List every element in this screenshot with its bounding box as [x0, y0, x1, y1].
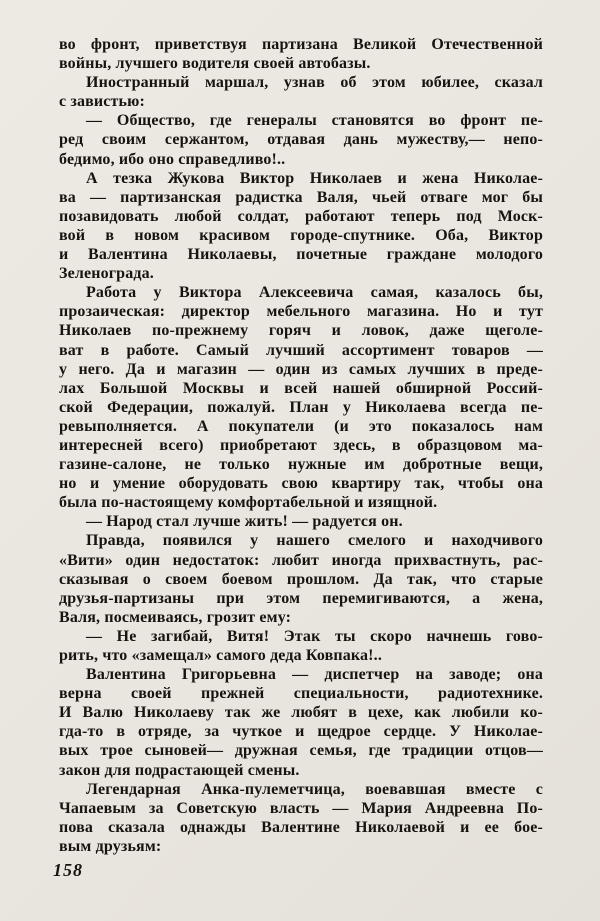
text-line: «Вити» один недостаток: любит иногда прихвастнуть, рас- — [59, 551, 543, 569]
text-line: — Общество, где генералы становятся во фронт пе- — [86, 112, 543, 130]
text-line: сказывая о своем боевом прошлом. Да так, что старые — [59, 570, 543, 588]
text-line: гда-то в отряде, за чуткое и щедрое сердце. У Николае- — [59, 723, 543, 741]
text-line: Валентина Григорьевна — диспетчер на заводе; она — [86, 666, 543, 684]
text-line: газине-салоне, не только нужные им добротные вещи, — [59, 456, 543, 474]
text-line: но и умение оборудовать свою квартиру так, чтобы она — [59, 475, 543, 493]
text-line: ред своим сержантом, отдавая дань мужеству,— непо- — [59, 131, 543, 149]
text-line: с завистью: — [59, 93, 146, 111]
text-line: войны, лучшего водителя своей автобазы. — [59, 55, 371, 73]
text-line: пова сказала однажды Валентине Николаевой и ее бое- — [59, 818, 543, 836]
text-line: Работа у Виктора Алексеевича самая, казалось бы, — [86, 284, 543, 302]
text-line: И Валю Николаеву так же любят в цехе, как любили ко- — [59, 704, 543, 722]
text-line: была по-настоящему комфортабельной и изящной. — [59, 494, 438, 512]
text-line: верна своей прежней специальности, радиотехнике. — [59, 685, 543, 703]
text-line: ревыполняется. А покупатели (и это показалось нам — [59, 417, 543, 435]
text-line: прозаическая: директор мебельного магазина. Но и тут — [59, 303, 543, 321]
text-line: вых трое сыновей— дружная семья, где традиции отцов— — [59, 742, 543, 760]
text-line: Николаев по-прежнему горяч и ловок, даже щеголе- — [59, 322, 543, 340]
text-line: интересней всего) приобретают здесь, в образцовом ма- — [59, 436, 543, 454]
text-line: — Не загибай, Витя! Этак ты скоро начнешь гово- — [86, 627, 543, 645]
text-line: ва — партизанская радистка Валя, чьей отваге мог бы — [59, 188, 543, 206]
text-line: Чапаевым за Советскую власть — Мария Андреевна По- — [59, 799, 543, 817]
text-line: вой в новом красивом городе-спутнике. Оба, Виктор — [59, 226, 543, 244]
text-line: друзья-партизаны при этом перемигиваются, а жена, — [59, 589, 543, 607]
text-line: лах Большой Москвы и всей нашей обширной Россий- — [59, 379, 543, 397]
text-line: — Народ стал лучше жить! — радуется он. — [86, 513, 403, 531]
text-line: ской Федерации, пожалуй. План у Николаева всегда пе- — [59, 398, 543, 416]
text-line: позавидовать любой солдат, работают теперь под Моск- — [59, 207, 543, 225]
text-line: Легендарная Анка-пулеметчица, воевавшая вместе с — [86, 780, 543, 798]
text-line: бедимо, ибо оно справедливо!.. — [59, 150, 286, 168]
text-line: Иностранный маршал, узнав об этом юбилее, сказал — [86, 74, 543, 92]
page-number: 158 — [53, 860, 83, 880]
text-line: закон для подрастающей смены. — [59, 761, 300, 779]
text-line: А тезка Жукова Виктор Николаев и жена Николае- — [86, 169, 543, 187]
text-line: во фронт, приветствуя партизана Великой Отечественной — [59, 36, 543, 53]
text-line: и Валентина Николаевы, почетные граждане молодого — [59, 246, 543, 264]
text-line: у него. Да и магазин — один из самых лучших в преде- — [59, 360, 543, 378]
text-line: ват в работе. Самый лучший ассортимент товаров — — [59, 341, 543, 359]
page-text — [59, 35, 543, 856]
text-line: вым друзьям: — [59, 837, 162, 855]
text-line: рить, что «замещал» самого деда Ковпака!.. — [59, 647, 382, 664]
text-line: Валя, посмеиваясь, грозит ему: — [59, 608, 292, 626]
text-line: Правда, появился у нашего смелого и находчивого — [86, 532, 543, 550]
text-line: Зеленограда. — [59, 265, 154, 283]
